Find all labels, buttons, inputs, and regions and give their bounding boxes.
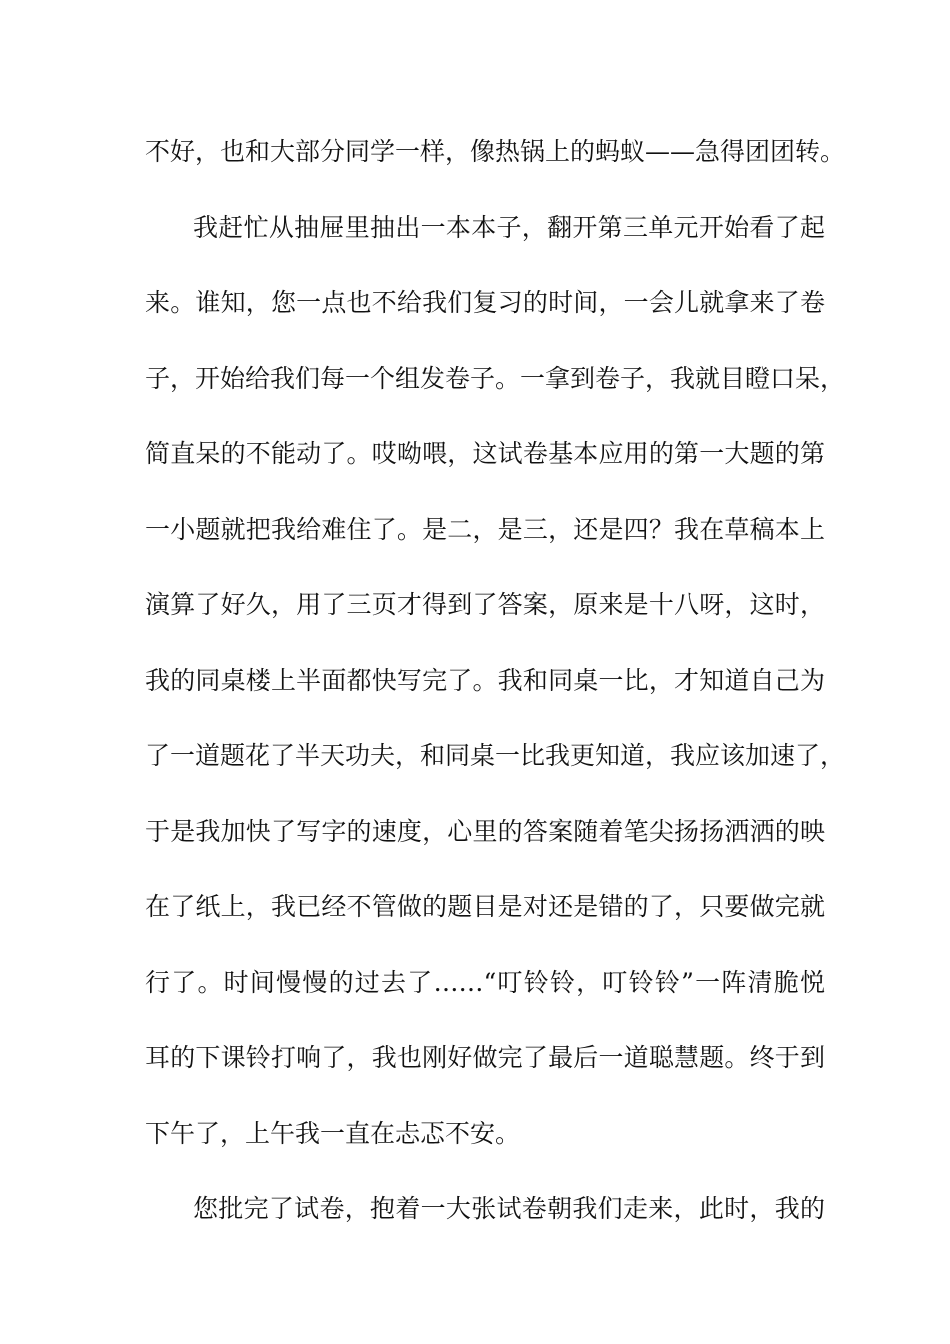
text-line: 简直呆的不能动了。哎呦喂，这试卷基本应用的第一大题的第 xyxy=(145,439,825,468)
text-line: 子，开始给我们每一个组发卷子。一拿到卷子，我就目瞪口呆， xyxy=(145,364,846,393)
text-line: 来。谁知，您一点也不给我们复习的时间，一会儿就拿来了卷 xyxy=(145,288,825,317)
text-line: 行了。时间慢慢的过去了……“叮铃铃，叮铃铃”一阵清脆悦 xyxy=(145,968,825,997)
text-line: 下午了，上午我一直在忐忑不安。 xyxy=(145,1119,521,1148)
text-line: 耳的下课铃打响了，我也刚好做完了最后一道聪慧题。终于到 xyxy=(145,1043,825,1072)
paragraph-first-line: 我赶忙从抽屉里抽出一本本子，翻开第三单元开始看了起 xyxy=(193,213,825,242)
text-line: 在了纸上，我已经不管做的题目是对还是错的了，只要做完就 xyxy=(145,892,825,921)
text-line: 于是我加快了写字的速度，心里的答案随着笔尖扬扬洒洒的映 xyxy=(145,817,825,846)
text-line: 我的同桌楼上半面都快写完了。我和同桌一比，才知道自己为 xyxy=(145,666,825,695)
text-line: 一小题就把我给难住了。是二，是三，还是四？我在草稿本上 xyxy=(145,515,825,544)
text-line: 了一道题花了半天功夫，和同桌一比我更知道，我应该加速了， xyxy=(145,741,846,770)
text-line: 演算了好久，用了三页才得到了答案，原来是十八呀，这时， xyxy=(145,590,825,619)
text-line: 不好，也和大部分同学一样，像热锅上的蚂蚁——急得团团转。 xyxy=(145,137,846,166)
paragraph-first-line: 您批完了试卷，抱着一大张试卷朝我们走来，此时，我的 xyxy=(193,1194,825,1223)
